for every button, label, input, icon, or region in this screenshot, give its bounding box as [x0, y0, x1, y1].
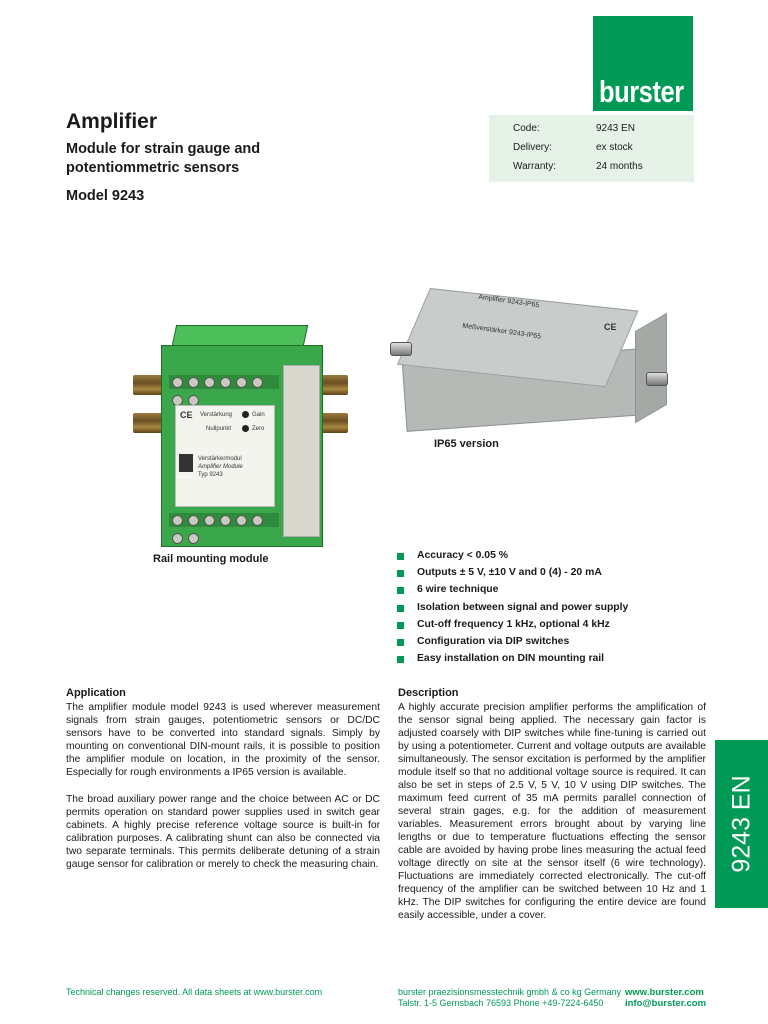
gain-potentiometer — [242, 411, 249, 418]
label-gain: Gain — [252, 412, 265, 418]
ip65-caption: IP65 version — [434, 438, 499, 450]
ce-mark: CE — [180, 410, 193, 420]
page-subtitle — [66, 140, 326, 178]
info-key: Delivery: — [513, 142, 552, 153]
bullet-icon — [397, 656, 404, 663]
application-heading: Application — [66, 687, 126, 699]
info-value: 9243 EN — [596, 123, 635, 134]
description-text: A highly accurate precision amplifier performs the amplification of the sensor signal being applied. The necessary gain factor is adjusted coarsely with DIP switches while fine-tuning is carried out by using a potentiometer. Current and voltage outputs are available simultaneously. The sensor excitation is performed by the amplifier module itself so that no additional voltage source is required. It can also be set in steps of 2.5 V, 5 V, 10 V using DIP switches. The maximum feed current of 35 mA permits parallel connection of several strain gages, e.g. for the addition of measurement variables. Measurement errors brought about by varying line lengths or due to temperature fluctuations effecting the sensor cable are avoided by having probe lines measuring the actual feed voltage directly on site at the sensor itself (6 wire technology). Fluctuations are immediately corrected electronically. The cut-off frequency of the amplifier can be switched between 10 Hz and 1 kHz. The DIP switches for configuring the entire device are found easily accessible, under a cover. — [398, 702, 706, 921]
module-logo — [179, 454, 193, 472]
feature-item: 6 wire technique — [397, 583, 628, 600]
bullet-icon — [397, 639, 404, 646]
label-nullpunkt: Nullpunkt — [206, 426, 232, 432]
footer-note: Technical changes reserved. All data sheets at www.burster.com — [66, 987, 323, 997]
bullet-icon — [397, 605, 404, 612]
module-front-panel — [175, 405, 275, 507]
feature-item: Configuration via DIP switches — [397, 635, 628, 652]
application-text: The amplifier module model 9243 is used wherever measurement signals from strain gauges, potentiometric sensors or DC/DC sensors have to be converted into standard signals. Simply by mounting on conventional DIN-mount rails, it is possible to position the amplifier module on location, in the proximity of the sensor. Especially for rough environments a IP65 version is available. — [66, 702, 380, 778]
logo-text: burster — [599, 74, 684, 109]
feature-item: Isolation between signal and power supply — [397, 601, 628, 618]
info-value: 24 months — [596, 161, 643, 172]
page-title: Amplifier — [66, 110, 158, 133]
application-text-2: The broad auxiliary power range and the choice between AC or DC permits operation on standard power supplies used in switch gear cabinets. A highly precise reference voltage source is built-in for calibration purposes. A calibrating shunt can also be connected via two separate terminals. This permits deliberate detuning of a strain gauge sensor for calibration or merely to check the measuring chain. — [66, 794, 380, 870]
module-label-1: Verstärkermodul — [198, 456, 242, 462]
info-key: Code: — [513, 123, 540, 134]
ip65-box-photo — [390, 280, 690, 440]
feature-item: Cut-off frequency 1 kHz, optional 4 kHz — [397, 618, 628, 635]
model-number: Model 9243 — [66, 188, 145, 204]
box-label-2: Meßverstärker 9243-IP65 — [461, 322, 542, 341]
product-info-box — [489, 115, 694, 182]
feature-item: Outputs ± 5 V, ±10 V and 0 (4) - 20 mA — [397, 566, 628, 583]
feature-list — [397, 549, 628, 669]
label-zero: Zero — [252, 426, 265, 432]
box-side — [635, 313, 667, 423]
feature-item: Easy installation on DIN mounting rail — [397, 652, 628, 669]
description-heading: Description — [398, 687, 459, 699]
terminal-row-top — [169, 375, 279, 389]
terminal-row-bottom — [169, 513, 279, 527]
burster-logo — [593, 16, 693, 111]
footer-web-link[interactable]: www.burster.com — [625, 987, 704, 998]
subtitle-line-1: Module for strain gauge and — [66, 141, 261, 157]
rail-caption: Rail mounting module — [153, 553, 269, 565]
side-tab — [715, 740, 768, 908]
bullet-icon — [397, 570, 404, 577]
module-label-2: Amplifier Module — [198, 464, 243, 470]
footer-address-1: burster praezisionsmesstechnik gmbh & co kg Germany — [398, 987, 622, 997]
module-label-3: Typ 9243 — [198, 472, 223, 478]
info-value: ex stock — [596, 142, 633, 153]
module-side — [283, 365, 320, 537]
bullet-icon — [397, 622, 404, 629]
module-logo-text: burster — [178, 474, 191, 479]
footer-email-link[interactable]: info@burster.com — [625, 998, 707, 1009]
bullet-icon — [397, 587, 404, 594]
box-ce-mark: CE — [604, 322, 617, 332]
zero-potentiometer — [242, 425, 249, 432]
info-key: Warranty: — [513, 161, 556, 172]
label-verstaerkung: Verstärkung — [200, 412, 233, 418]
footer-address-2: Talstr. 1-5 Gernsbach 76593 Phone +49-7224-6450 — [398, 998, 604, 1008]
rail-module-photo — [133, 325, 348, 550]
side-tab-label: 9243 EN — [727, 775, 755, 873]
right-connector — [646, 372, 668, 386]
feature-item: Accuracy < 0.05 % — [397, 549, 628, 566]
box-label-1: Amplifier 9243-IP65 — [477, 293, 540, 310]
left-connector — [390, 342, 412, 356]
bullet-icon — [397, 553, 404, 560]
subtitle-line-2: potentiommetric sensors — [66, 160, 240, 176]
